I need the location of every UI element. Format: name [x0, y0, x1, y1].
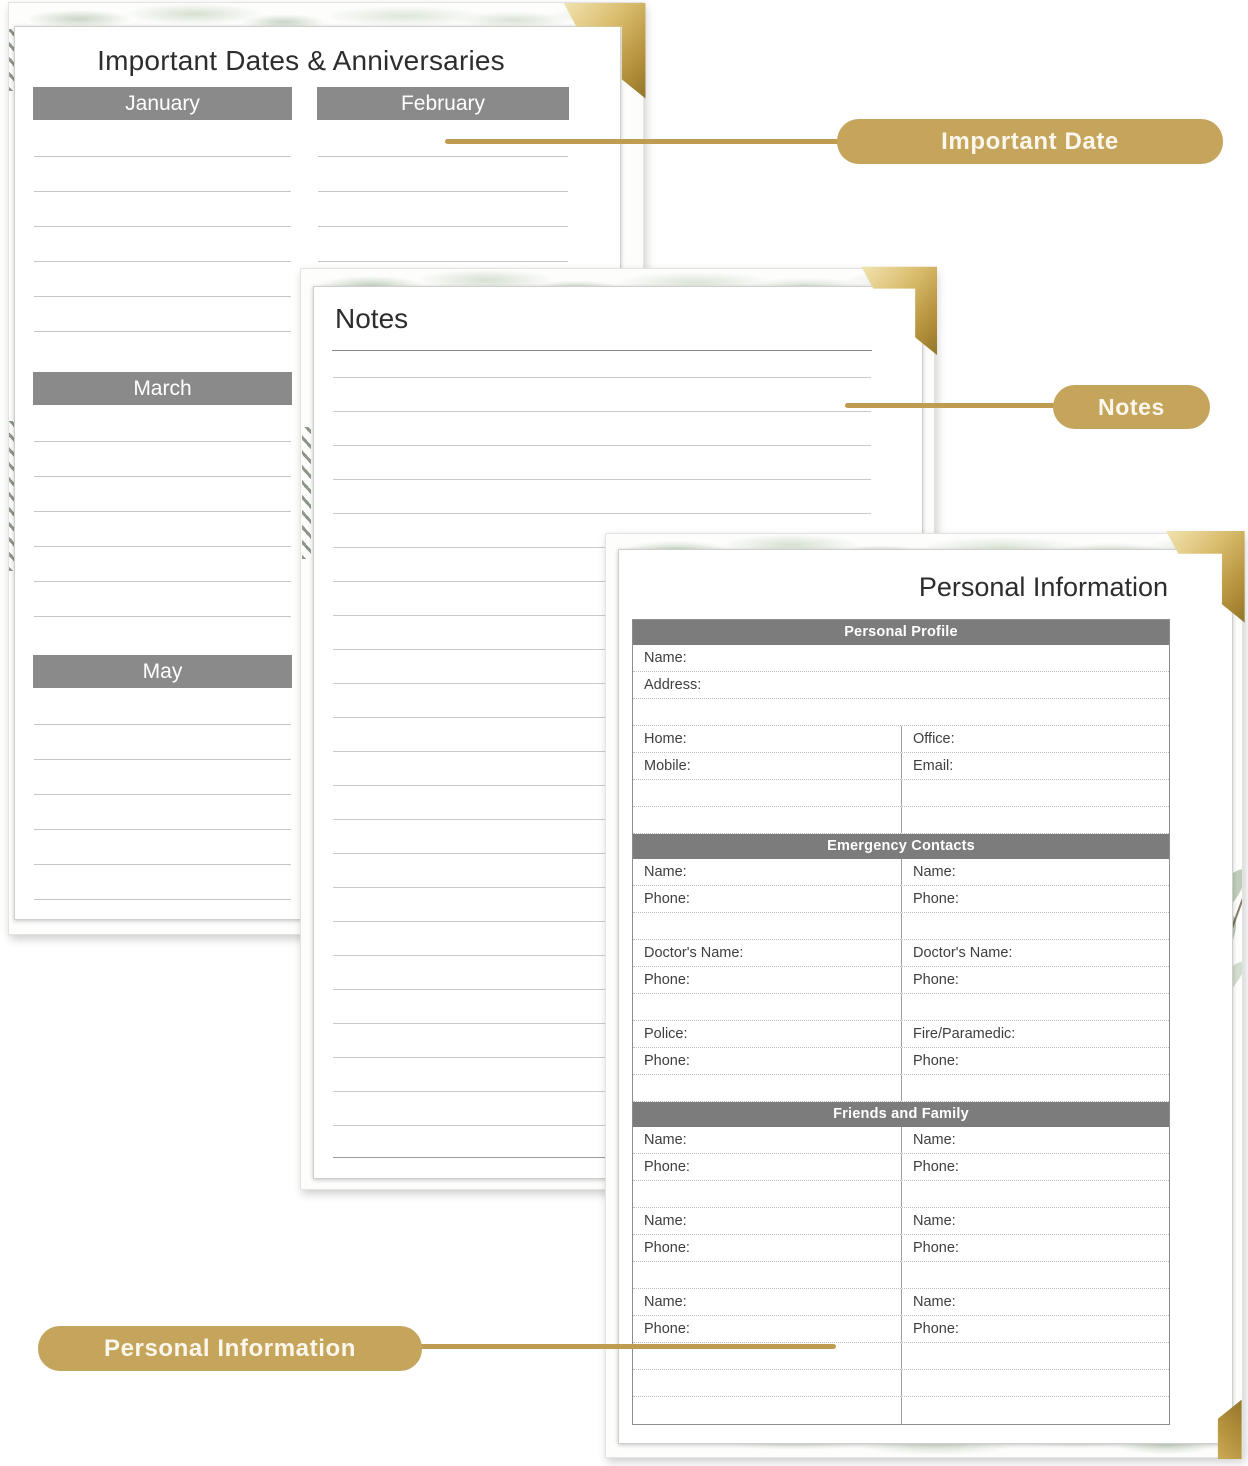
ruled-line [34, 226, 291, 227]
row-label [633, 1262, 901, 1288]
page-title: Important Dates & Anniversaries [97, 45, 505, 76]
row-label: Email: [901, 753, 1169, 779]
table-row [633, 699, 1169, 726]
row-label [901, 807, 1169, 833]
table-row [633, 726, 1169, 753]
row-label: Name: [644, 1132, 687, 1148]
table-row [633, 1154, 1169, 1181]
row-label [633, 1075, 901, 1101]
ruled-line [34, 899, 291, 900]
ruled-line [34, 511, 291, 512]
gold-corner-icon [853, 266, 937, 360]
row-label [633, 1181, 901, 1207]
sheet-personal-information [605, 533, 1243, 1458]
table-row [633, 1208, 1169, 1235]
table-section-header: Friends and Family [633, 1102, 1169, 1127]
row-label: Doctor's Name: [644, 945, 744, 961]
ruled-line [34, 191, 291, 192]
row-label: Phone: [901, 886, 1169, 912]
row-label: Mobile: [644, 758, 691, 774]
row-label: Doctor's Name: [901, 940, 1169, 966]
row-label [901, 913, 1169, 939]
row-label [633, 1370, 901, 1396]
ruled-line [34, 441, 291, 442]
row-label: Phone: [644, 1321, 690, 1337]
row-label [901, 1075, 1169, 1101]
table-row [633, 1127, 1169, 1154]
row-label [633, 699, 1169, 725]
row-label [901, 1181, 1169, 1207]
month-header-march: March [33, 372, 292, 405]
ruled-line [333, 411, 871, 412]
row-label: Office: [901, 726, 1169, 752]
page-title: Notes [335, 303, 409, 334]
personal-information-table [632, 619, 1170, 1425]
row-label: Name: [901, 1127, 1169, 1153]
callout-badge-notes: Notes [1053, 385, 1210, 429]
table-section-header: Emergency Contacts [633, 834, 1169, 859]
ruled-line [34, 296, 291, 297]
ruled-line [333, 479, 871, 480]
table-row [633, 780, 1169, 807]
page-title: Personal Information [918, 572, 1168, 602]
callout-badge-personal-information: Personal Information [38, 1326, 422, 1371]
row-label: Phone: [901, 1316, 1169, 1342]
table-section-header: Personal Profile [633, 620, 1169, 645]
row-label [901, 1262, 1169, 1288]
table-row [633, 807, 1169, 834]
row-label: Fire/Paramedic: [901, 1021, 1169, 1047]
table-row [633, 1316, 1169, 1343]
row-label: Phone: [901, 967, 1169, 993]
table-row [633, 1021, 1169, 1048]
row-label: Name: [901, 859, 1169, 885]
row-label: Phone: [644, 891, 690, 907]
month-header-january: January [33, 87, 292, 120]
callout-line-important-date [445, 139, 845, 144]
table-row [633, 1181, 1169, 1208]
row-label: Name: [644, 1294, 687, 1310]
row-label: Address: [644, 677, 702, 693]
greenery-left-edge [302, 427, 311, 559]
row-label: Phone: [644, 972, 690, 988]
ruled-line [34, 331, 291, 332]
row-label [901, 994, 1169, 1020]
row-label [633, 994, 901, 1020]
gold-corner-icon [1157, 531, 1245, 627]
ruled-line [333, 513, 871, 514]
row-label: Name: [901, 1289, 1169, 1315]
table-row [633, 967, 1169, 994]
ruled-line [318, 261, 568, 262]
table-row [633, 1289, 1169, 1316]
row-label: Name: [644, 1213, 687, 1229]
row-label: Phone: [644, 1159, 690, 1175]
ruled-line [34, 864, 291, 865]
row-label: Phone: [901, 1048, 1169, 1074]
row-label: Name: [901, 1208, 1169, 1234]
ruled-line [318, 226, 568, 227]
row-label: Name: [644, 864, 687, 880]
table-row [633, 753, 1169, 780]
row-label: Phone: [901, 1154, 1169, 1180]
table-row [633, 1262, 1169, 1289]
row-label: Phone: [644, 1053, 690, 1069]
table-row [633, 1235, 1169, 1262]
ruled-line [34, 759, 291, 760]
month-header-may: May [33, 655, 292, 688]
table-row [633, 672, 1169, 699]
table-row [633, 940, 1169, 967]
row-label [633, 1397, 901, 1424]
ruled-line [34, 581, 291, 582]
table-row [633, 913, 1169, 940]
month-header-february: February [317, 87, 569, 120]
ruled-line [34, 156, 291, 157]
row-label [901, 780, 1169, 806]
page-personal-information [618, 549, 1233, 1444]
table-row [633, 1075, 1169, 1102]
ruled-line [34, 616, 291, 617]
ruled-line [318, 191, 568, 192]
row-label: Home: [644, 731, 687, 747]
row-label [633, 913, 901, 939]
row-label: Phone: [901, 1235, 1169, 1261]
ruled-line [34, 829, 291, 830]
callout-badge-important-date: Important Date [837, 119, 1223, 164]
row-label [633, 780, 901, 806]
ruled-line [333, 377, 871, 378]
table-row [633, 645, 1169, 672]
ruled-line [34, 476, 291, 477]
row-label: Police: [644, 1026, 688, 1042]
row-label: Phone: [644, 1240, 690, 1256]
ruled-line [34, 546, 291, 547]
gold-corner-icon [554, 3, 646, 103]
table-row [633, 1370, 1169, 1397]
ruled-line [34, 794, 291, 795]
ruled-line [34, 261, 291, 262]
title-rule [332, 350, 872, 351]
gold-corner-icon [1167, 1395, 1245, 1459]
row-label [901, 1343, 1169, 1369]
table-row [633, 859, 1169, 886]
callout-line-personal-information [412, 1344, 836, 1349]
callout-line-notes [845, 403, 1063, 408]
row-label: Name: [644, 650, 687, 666]
ruled-line [333, 445, 871, 446]
ruled-line [318, 156, 568, 157]
row-label [633, 807, 901, 833]
table-row [633, 1397, 1169, 1424]
table-row [633, 886, 1169, 913]
ruled-line [34, 724, 291, 725]
table-row [633, 1048, 1169, 1075]
row-label [901, 1370, 1169, 1396]
table-row [633, 994, 1169, 1021]
row-label [901, 1397, 1169, 1424]
